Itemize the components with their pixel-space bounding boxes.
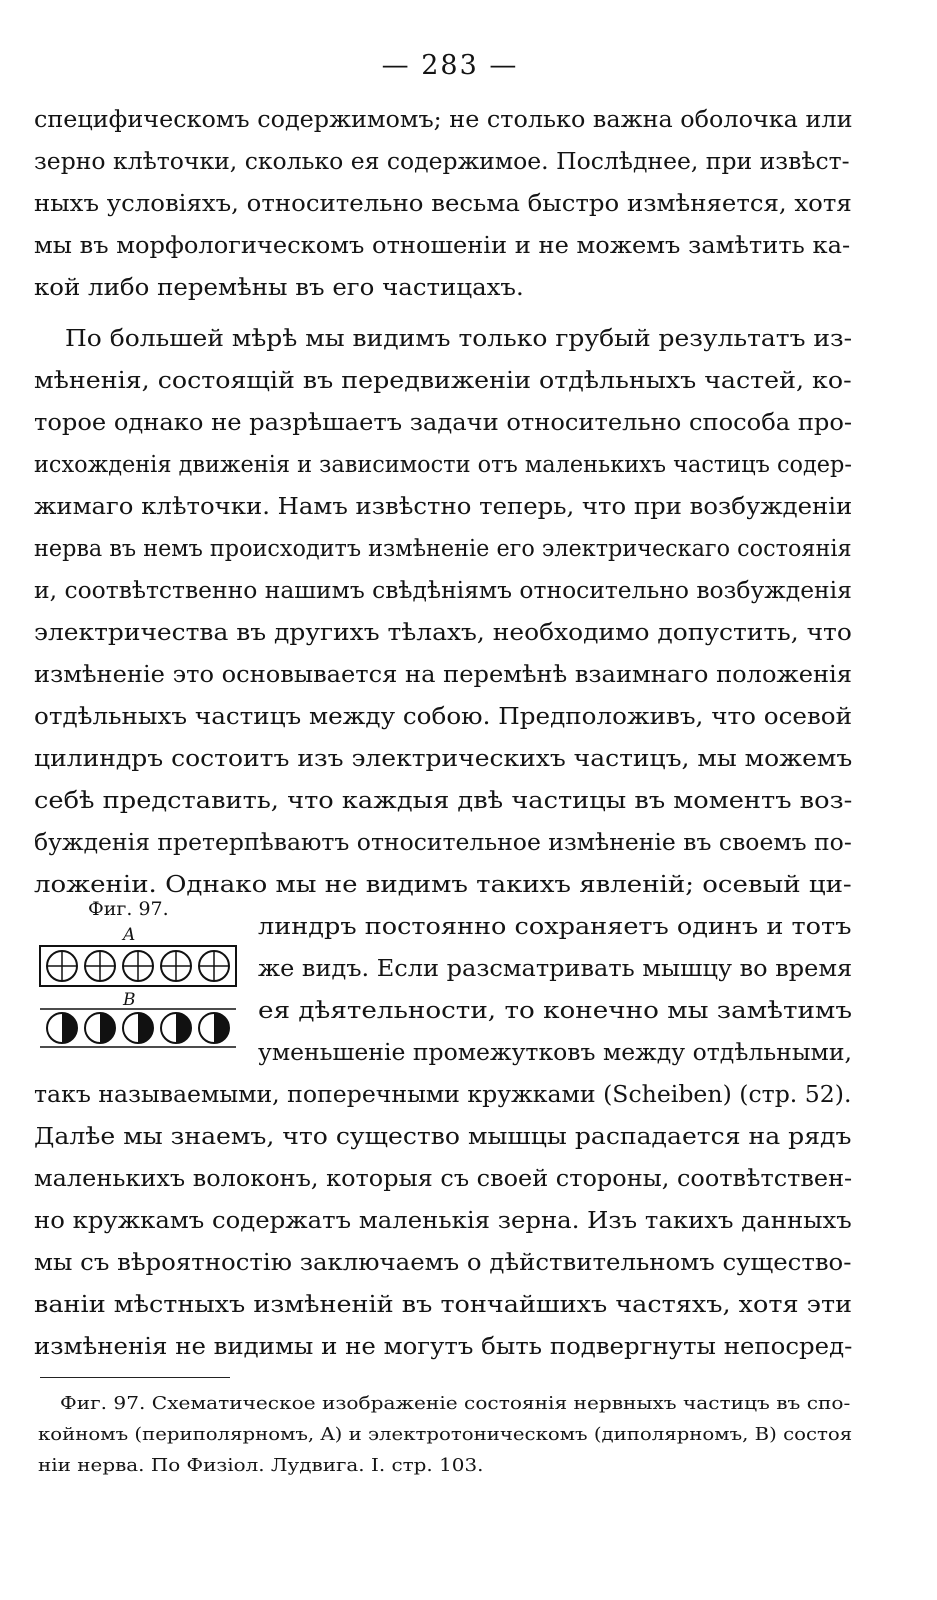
text-line: По большей мѣрѣ мы видимъ только грубый результатъ из- (65, 326, 853, 352)
text-line: но кружкамъ содержатъ маленькія зерна. Изъ такихъ данныхъ (34, 1208, 852, 1234)
text-line: отдѣльныхъ частицъ между собою. Предположивъ, что осевой (34, 704, 853, 730)
text-line: мы въ морфологическомъ отношеніи и не можемъ замѣтить ка- (34, 233, 851, 259)
figure-label-b: B (123, 990, 136, 1010)
figure-label-a: A (123, 925, 136, 945)
text-line: мѣненія, состоящій въ передвиженіи отдѣльныхъ частей, ко- (34, 368, 852, 394)
text-line: зерно клѣточки, сколько ея содержимое. Послѣднее, при извѣст- (34, 149, 850, 175)
text-line: ложеніи. Однако мы не видимъ такихъ явленій; осевый ци- (34, 872, 852, 898)
text-line: линдръ постоянно сохраняетъ одинъ и тотъ (258, 914, 852, 940)
footnote-line: ніи нерва. По Физіол. Лудвига. I. стр. 103. (38, 1455, 484, 1476)
text-line: исхожденія движенія и зависимости отъ маленькихъ частицъ содер- (34, 452, 852, 478)
text-line: Далѣе мы знаемъ, что существо мышцы распадается на рядъ (34, 1124, 852, 1150)
text-line: маленькихъ волоконъ, которыя съ своей стороны, соотвѣтствен- (34, 1166, 853, 1192)
text-line: бужденія претерпѣваютъ относительное измѣненіе въ своемъ по- (34, 830, 852, 856)
text-line: мы съ вѣроятностію заключаемъ о дѣйствительномъ существо- (34, 1250, 852, 1276)
text-line: такъ называемыми, поперечными кружками (Scheiben) (стр. 52). (34, 1082, 852, 1108)
text-line: ныхъ условіяхъ, относительно весьма быстро измѣняется, хотя (34, 191, 852, 217)
text-line: ваніи мѣстныхъ измѣненій въ тончайшихъ частяхъ, хотя эти (34, 1292, 853, 1318)
text-line: измѣненіе это основывается на перемѣнѣ взаимнаго положенія (34, 662, 852, 688)
text-line: же видъ. Если разсматривать мышцу во время (258, 956, 853, 982)
figure-row-a (38, 944, 238, 988)
figure-row-b (38, 1006, 238, 1050)
text-line: торое однако не разрѣшаетъ задачи относительно способа про- (34, 410, 853, 436)
text-line: жимаго клѣточки. Намъ извѣстно теперь, что при возбужденіи (34, 494, 853, 520)
page-number: — 283 — (381, 50, 519, 81)
text-line: измѣненія не видимы и не могутъ быть подвергнуты непосред- (34, 1334, 853, 1360)
text-line: кой либо перемѣны въ его частицахъ. (34, 275, 524, 301)
figure-caption: Фиг. 97. (88, 898, 169, 920)
figure-97 (38, 898, 248, 1080)
text-line: нерва въ немъ происходитъ измѣненіе его электрическаго состоянія (34, 536, 852, 562)
text-line: ея дѣятельности, то конечно мы замѣтимъ (258, 998, 853, 1024)
text-line: уменьшеніе промежутковъ между отдѣльными, (258, 1040, 852, 1066)
text-line: электричества въ другихъ тѣлахъ, необходимо допустить, что (34, 620, 852, 646)
footnote-divider (40, 1377, 230, 1378)
text-line: и, соотвѣтственно нашимъ свѣдѣніямъ относительно возбужденія (34, 578, 852, 604)
text-line: себѣ представить, что каждыя двѣ частицы въ моментъ воз- (34, 788, 853, 814)
text-line: специфическомъ содержимомъ; не столько важна оболочка или (34, 107, 853, 133)
footnote-line: Фиг. 97. Схематическое изображеніе состоянія нервныхъ частицъ въ спо- (60, 1393, 851, 1414)
text-line: цилиндръ состоитъ изъ электрическихъ частицъ, мы можемъ (34, 746, 853, 772)
footnote-line: койномъ (периполярномъ, A) и электротоническомъ (диполярномъ, B) состоя (38, 1424, 853, 1445)
